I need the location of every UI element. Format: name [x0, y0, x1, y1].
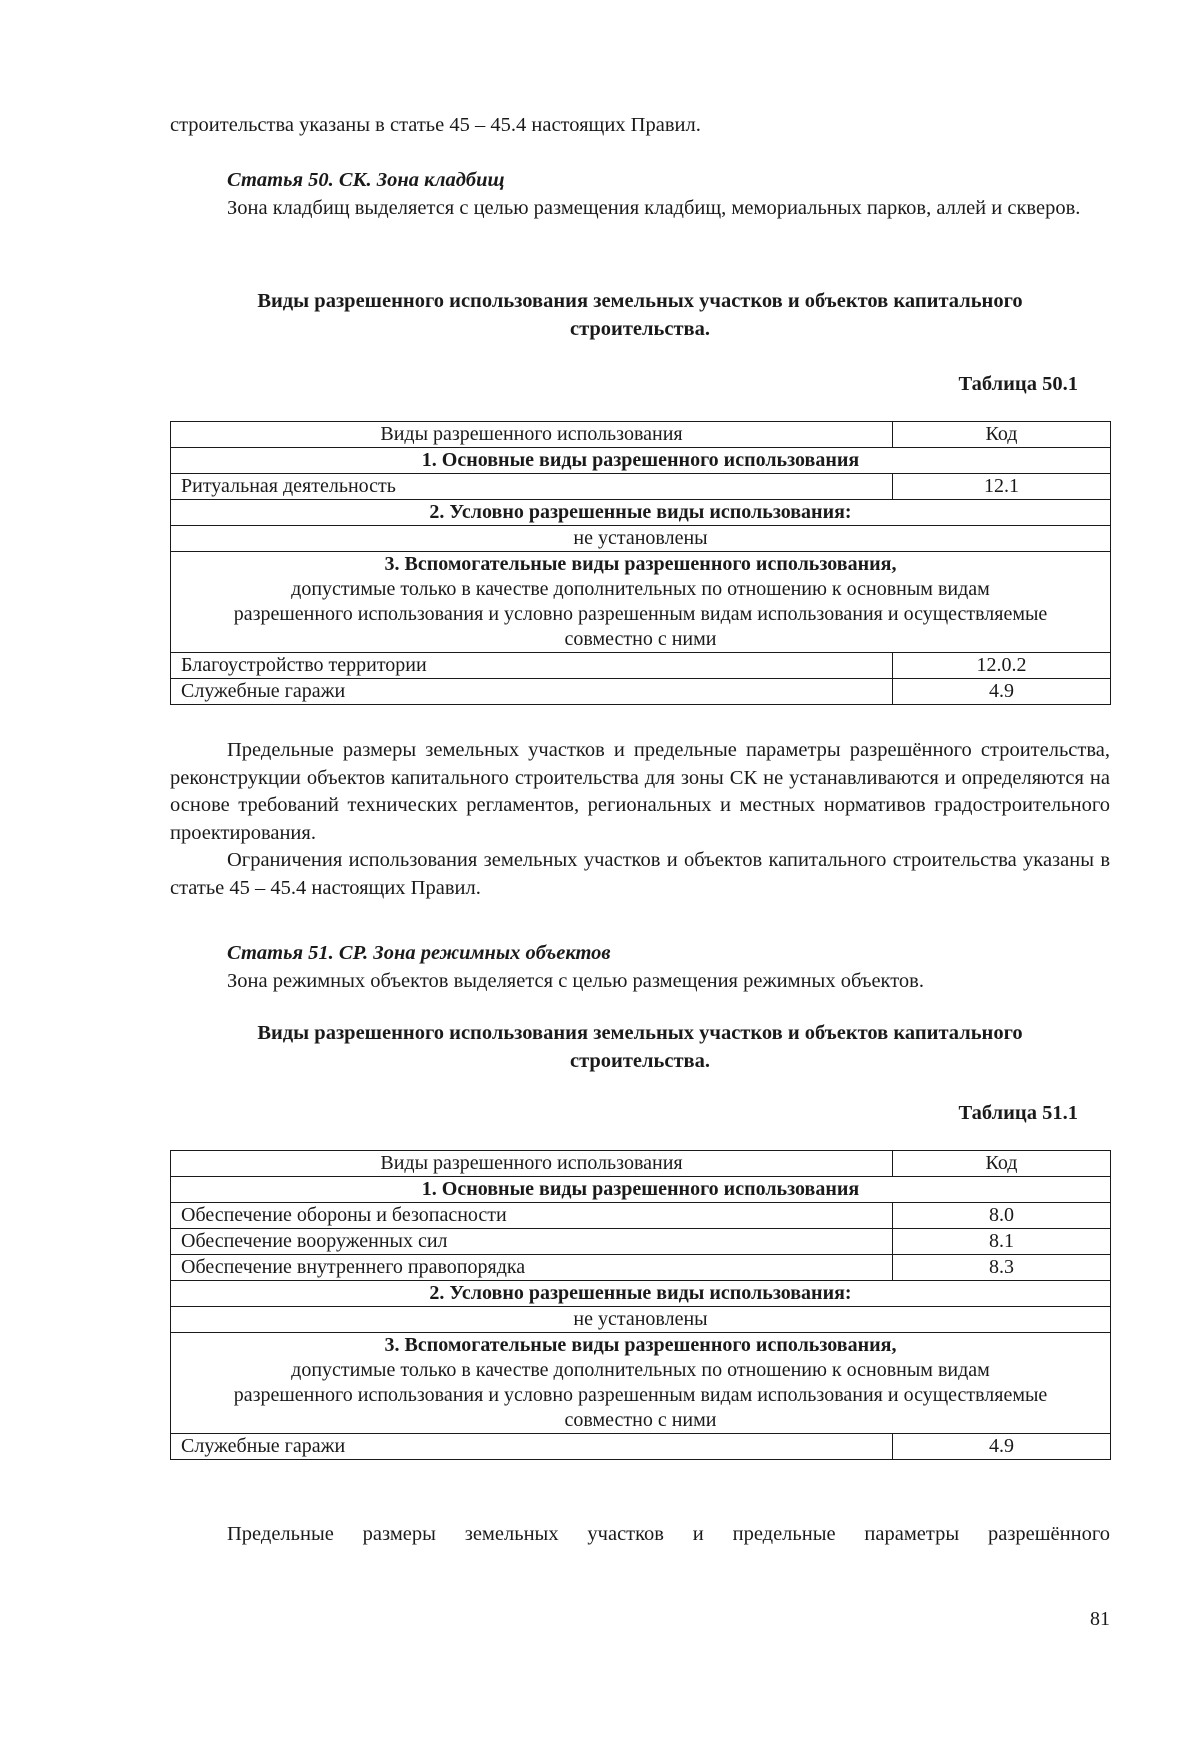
header-cell-name: Виды разрешенного использования — [171, 1151, 893, 1177]
header-cell-code: Код — [893, 1151, 1111, 1177]
section-3-cell — [171, 552, 1111, 653]
use-name: Служебные гаражи — [171, 679, 893, 705]
use-name: Обеспечение обороны и безопасности — [171, 1203, 893, 1229]
section-3-title: 3. Вспомогательные виды разрешенного использования, — [384, 1334, 897, 1356]
table-row — [171, 1229, 1111, 1255]
section-1-title: 1. Основные виды разрешенного использования — [171, 1177, 1111, 1203]
use-code: 12.0.2 — [893, 653, 1111, 679]
section-2-note: не установлены — [171, 1307, 1111, 1333]
article-51-description: Зона режимных объектов выделяется с целью размещения режимных объектов. — [227, 969, 924, 992]
table-50-1 — [170, 421, 1111, 705]
section-row — [171, 1177, 1111, 1203]
article-51-heading-line2: строительства. — [569, 1049, 710, 1072]
limits-paragraph: Предельные размеры земельных участков и предельные параметры разрешённого строительства, реконструкции объектов капитального строительства для зоны СК не устанавливаются и определяются на основе требований технических регламентов, региональных и местных нормативов градостроительного проектирования. — [170, 739, 1110, 844]
use-code: 4.9 — [893, 1434, 1111, 1460]
use-code: 8.0 — [893, 1203, 1111, 1229]
section-3-text: допустимые только в качестве дополнительных по отношению к основным видам разрешенного использования и условно разрешенным видам использования и осуществляемые совместно с ними — [233, 578, 1048, 650]
article-51-title: Статья 51. СР. Зона режимных объектов — [227, 942, 611, 964]
continued-text: строительства указаны в статье 45 – 45.4 настоящих Правил. — [170, 114, 701, 136]
table-header-row — [171, 1151, 1111, 1177]
section-row — [171, 1333, 1111, 1434]
use-name: Обеспечение вооруженных сил — [171, 1229, 893, 1255]
article-50-heading-line1: Виды разрешенного использования земельных участков и объектов капитального — [257, 290, 1023, 312]
article-50 — [170, 167, 1110, 222]
header-cell-name: Виды разрешенного использования — [171, 422, 893, 448]
article-50-title: Статья 50. СК. Зона кладбищ — [227, 169, 505, 191]
section-row — [171, 1281, 1111, 1307]
use-code: 4.9 — [893, 679, 1111, 705]
article-50-limits — [170, 737, 1110, 902]
section-row — [171, 1307, 1111, 1333]
section-row — [171, 500, 1111, 526]
use-code: 8.3 — [893, 1255, 1111, 1281]
table-row — [171, 1434, 1111, 1460]
restrictions-paragraph: Ограничения использования земельных участков и объектов капитального строительства указаны в статье 45 – 45.4 настоящих Правил. — [170, 849, 1110, 899]
section-2-title: 2. Условно разрешенные виды использования: — [171, 500, 1111, 526]
article-51 — [170, 940, 1110, 995]
article-50-heading — [170, 288, 1110, 343]
use-code: 8.1 — [893, 1229, 1111, 1255]
section-3-cell — [171, 1333, 1111, 1434]
section-2-title: 2. Условно разрешенные виды использования: — [171, 1281, 1111, 1307]
table-row — [171, 1255, 1111, 1281]
article-51-heading-line1: Виды разрешенного использования земельных участков и объектов капитального — [257, 1022, 1023, 1044]
section-3-text: допустимые только в качестве дополнительных по отношению к основным видам разрешенного использования и условно разрешенным видам использования и осуществляемые совместно с ними — [233, 1359, 1048, 1431]
header-cell-code: Код — [893, 422, 1111, 448]
table-row — [171, 1203, 1111, 1229]
section-2-note: не установлены — [171, 526, 1111, 552]
article-50-description: Зона кладбищ выделяется с целью размещения кладбищ, мемориальных парков, аллей и скверов. — [227, 196, 1081, 219]
article-50-heading-line2: строительства. — [569, 317, 710, 340]
table-row — [171, 653, 1111, 679]
table-51-1-label: Таблица 51.1 — [958, 1102, 1078, 1124]
article-51-limits — [170, 1521, 1110, 1549]
table-row — [171, 679, 1111, 705]
table-row — [171, 474, 1111, 500]
section-row — [171, 448, 1111, 474]
page-number: 81 — [1090, 1608, 1110, 1630]
limits-paragraph-start: Предельные размеры земельных участков и предельные параметры разрешённого — [227, 1523, 1110, 1545]
use-code: 12.1 — [893, 474, 1111, 500]
section-1-title: 1. Основные виды разрешенного использования — [171, 448, 1111, 474]
use-name: Ритуальная деятельность — [171, 474, 893, 500]
section-row — [171, 526, 1111, 552]
section-row — [171, 552, 1111, 653]
section-3-title: 3. Вспомогательные виды разрешенного использования, — [384, 553, 897, 575]
table-51-1 — [170, 1150, 1111, 1460]
use-name: Благоустройство территории — [171, 653, 893, 679]
use-name: Служебные гаражи — [171, 1434, 893, 1460]
table-50-1-label: Таблица 50.1 — [958, 373, 1078, 395]
use-name: Обеспечение внутреннего правопорядка — [171, 1255, 893, 1281]
table-header-row — [171, 422, 1111, 448]
article-51-heading — [170, 1020, 1110, 1075]
